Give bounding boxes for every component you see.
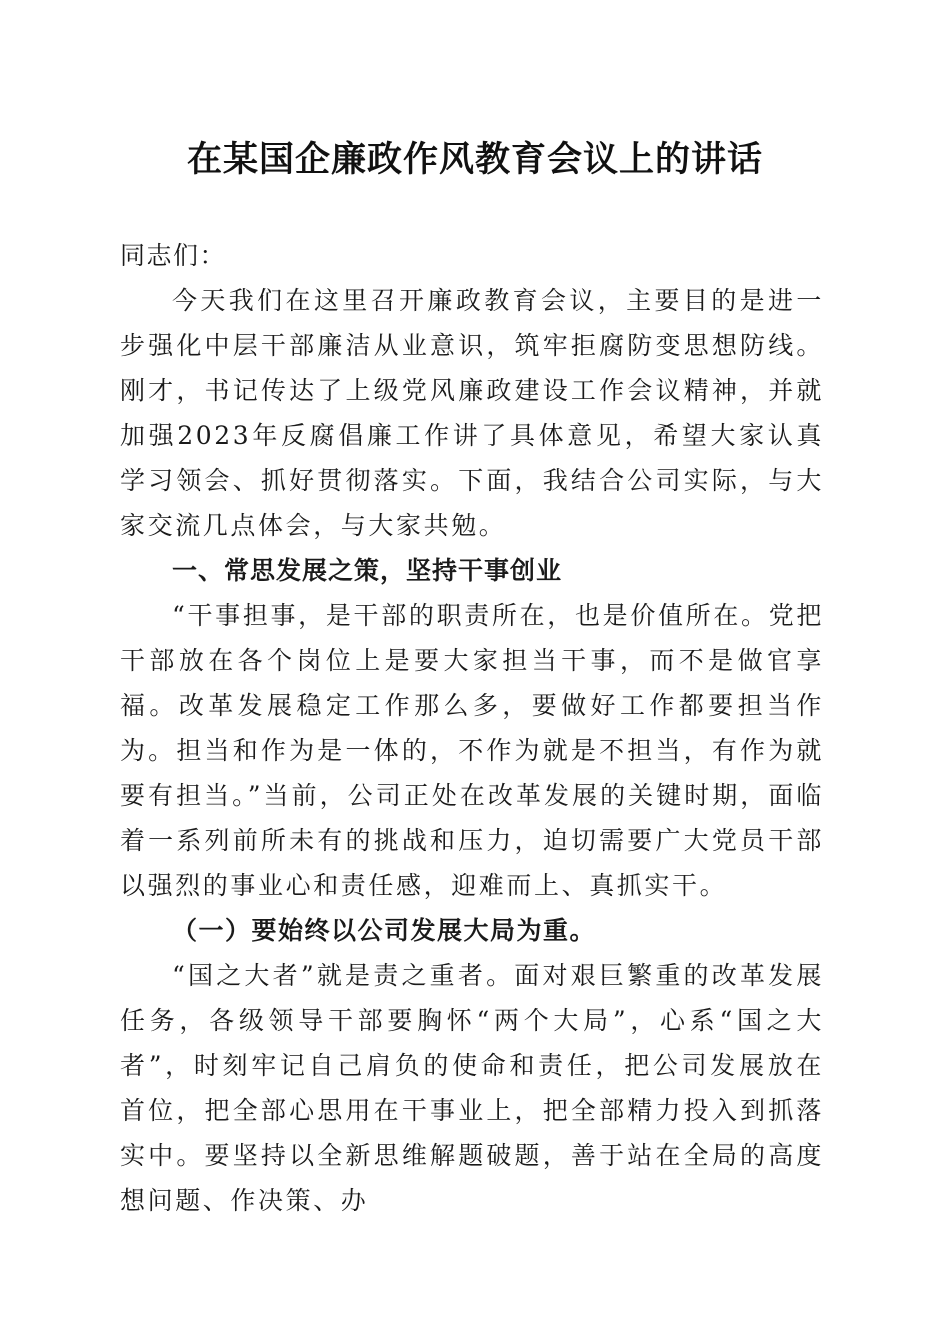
document-body bbox=[120, 233, 824, 1223]
paragraph-intro: 今天我们在这里召开廉政教育会议，主要目的是进一步强化中层干部廉洁从业意识，筑牢拒腐防变思想防线。刚才，书记传达了上级党风廉政建设工作会议精神，并就加强2023年反腐倡廉工作讲了具体意见，希望大家认真学习领会、抓好贯彻落实。下面，我结合公司实际，与大家交流几点体会，与大家共勉。 bbox=[120, 286, 824, 540]
paragraph-quote: “干事担事，是干部的职责所在，也是价值所在。党把干部放在各个岗位上是要大家担当干事，而不是做官享福。改革发展稳定工作那么多，要做好工作都要担当作为。担当和作为是一体的，不作为就是不担当，有作为就要有担当。”当前，公司正处在改革发展的关键时期，面临着一系列前所未有的挑战和压力，迫切需要广大党员干部以强烈的事业心和责任感，迎难而上、真抓实干。 bbox=[120, 601, 824, 900]
subsection-heading-1: （一）要始终以公司发展大局为重。 bbox=[172, 916, 597, 945]
salutation: 同志们： bbox=[120, 241, 227, 270]
section-heading-1: 一、常思发展之策，坚持干事创业 bbox=[172, 556, 563, 585]
document-title: 在某国企廉政作风教育会议上的讲话 bbox=[186, 139, 763, 180]
paragraph-big-picture: “国之大者”就是责之重者。面对艰巨繁重的改革发展任务，各级领导干部要胸怀“两个大局”，心系“国之大者”，时刻牢记自己肩负的使命和责任，把公司发展放在首位，把全部心思用在干事业上，把全部精力投入到抓落实中。要坚持以全新思维解题破题，善于站在全局的高度想问题、作决策、办 bbox=[120, 961, 824, 1215]
